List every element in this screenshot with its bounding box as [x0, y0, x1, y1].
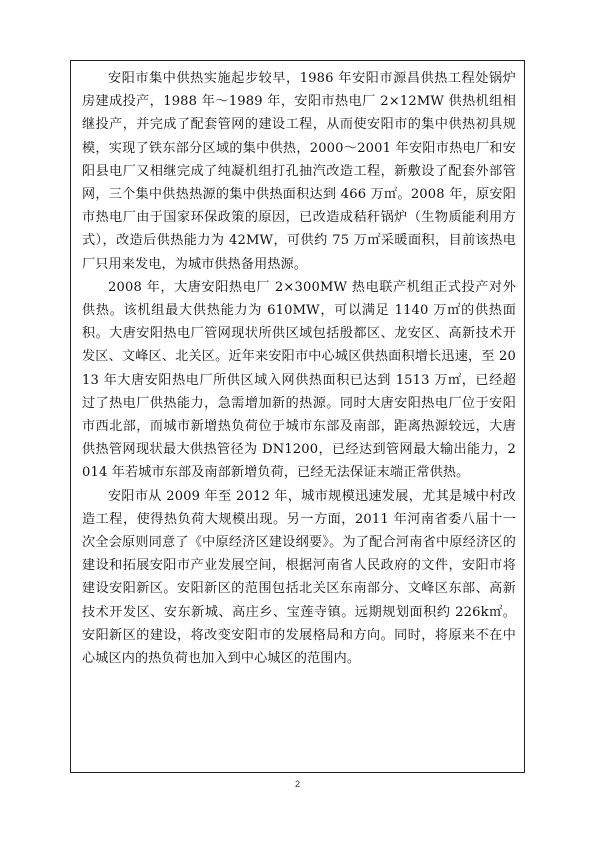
document-body: [82, 67, 516, 670]
paragraph-1: 安阳市集中供热实施起步较早，1986 年安阳市源昌供热工程处锅炉房建成投产，1988 年～1989 年，安阳市热电厂 2×12MW 供热机组相继投产，并完成了配套管网的建设工程，从而使安阳市的集中供热初具规模，实现了铁东部分区域的集中供热，2000～2001 年安阳市热电厂和安阳县电厂又相继完成了纯凝机组打孔抽汽改造工程，新敷设了配套外部管网，三个集中供热热源的集中供热面积达到 466 万㎡。2008 年，原安阳市热电厂由于国家环保政策的原因，已改造成秸秆锅炉（生物质能利用方式），改造后供热能力为 42MW，可供约 75 万㎡采暖面积，目前该热电厂只用来发电，为城市供热备用热源。: [82, 71, 516, 272]
paragraph-2: 2008 年，大唐安阳热电厂 2×300MW 热电联产机组正式投产对外供热。该机组最大供热能力为 610MW，可以满足 1140 万㎡的供热面积。大唐安阳热电厂管网现状所供区域包括殷都区、龙安区、高新技术开发区、文峰区、北关区。近年来安阳市中心城区供热面积增长迅速，至 2013 年大唐安阳热电厂所供区域入网供热面积已达到 1513 万㎡，已经超过了热电厂供热能力，急需增加新的热源。同时大唐安阳热电厂位于安阳市西北部，而城市新增热负荷位于城市东部及南部，距离热源较远，大唐供热管网现状最大供热管径为 DN1200，已经达到管网最大输出能力，2014 年若城市东部及南部新增负荷，已经无法保证末端正常供热。: [82, 279, 516, 481]
page-number: 2: [294, 779, 300, 789]
paragraph-3: 安阳市从 2009 年至 2012 年，城市规模迅速发展，尤其是城中村改造工程，使得热负荷大规模出现。另一方面，2011 年河南省委八届十一次全会原则同意了《中原经济区建设纲要》。为了配合河南省中原经济区的建设和拓展安阳市产业发展空间，根据河南省人民政府的文件，安阳市将建设安阳新区。安阳新区的范围包括北关区东南部分、文峰区东部、高新技术开发区、安东新城、高庄乡、宝莲寺镇。远期规划面积约 226k㎡。安阳新区的建设，将改变安阳市的发展格局和方向。同时，将原来不在中心城区内的热负荷也加入到中心城区的范围内。: [82, 488, 516, 667]
